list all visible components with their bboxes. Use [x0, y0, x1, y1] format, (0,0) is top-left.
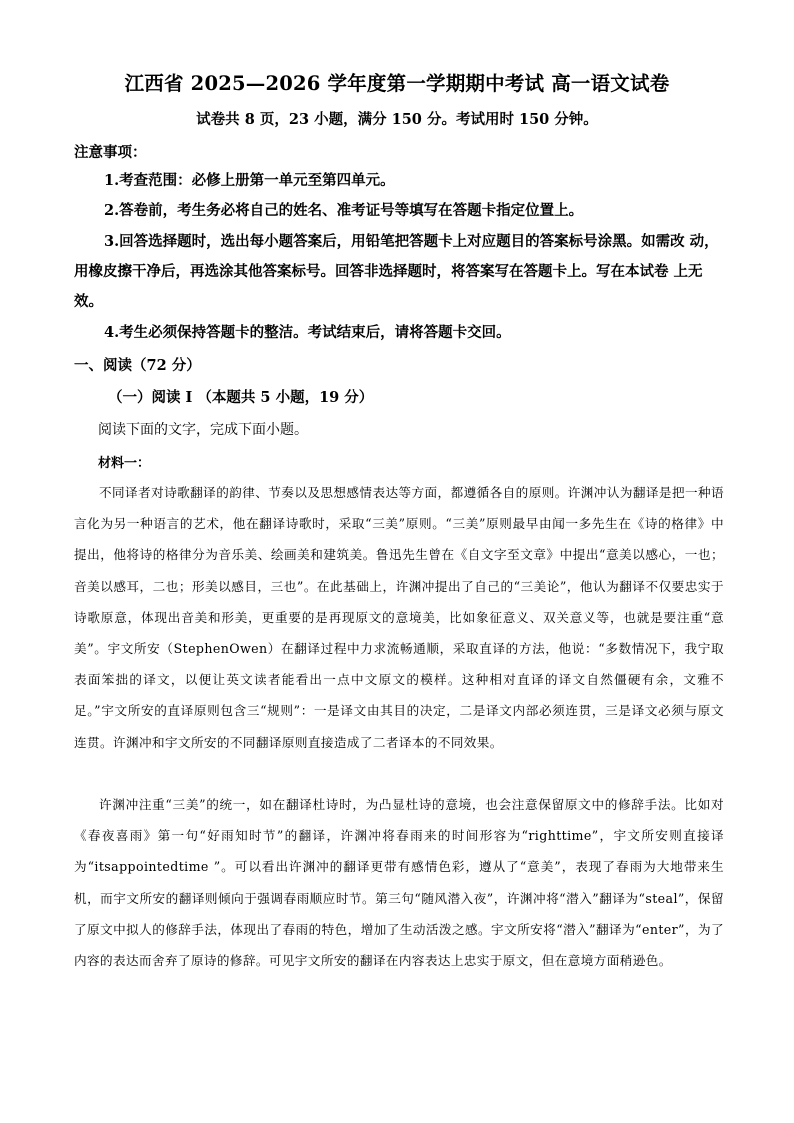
note-item: 2.答卷前，考生务必将自己的姓名、准考证号等填写在答题卡指定位置上。 [104, 202, 584, 219]
section-heading: 一、阅读（72 分） [74, 357, 201, 374]
note-item: 3.回答选择题时，选出每小题答案后，用铅笔把答题卡上对应题目的答案标号涂黑。如需改 动，用橡皮擦干净后，再选涂其他答案标号。回答非选择题时，将答案写在答题卡上。写在本试卷 上无效。 [74, 233, 719, 310]
material-label: 材料一： [98, 456, 151, 471]
notes-heading: 注意事项： [74, 144, 147, 161]
subsection-heading: （一）阅读 I （本题共 5 小题，19 分） [108, 389, 374, 406]
exam-title: 江西省 2025—2026 学年度第一学期期中考试 高一语文试卷 [124, 72, 670, 95]
body-paragraph: 不同译者对诗歌翻译的韵律、节奏以及思想感情表达等方面，都遵循各自的原则。许渊冲认为翻译是把一种语言化为另一种语言的艺术，他在翻译诗歌时，采取“三美”原则。“三美”原则最早由闻一多先生在《诗的格律》中提出，他将诗的格律分为音乐美、绘画美和建筑美。鲁迅先生曾在《自文字至文章》中提出“意美以感心，一也；音美以感耳，二也；形美以感目，三也”。在此基础上，许渊冲提出了自己的“三美论”，他认为翻译不仅要忠实于诗歌原意，体现出音美和形美，更重要的是再现原文的意境美，比如象征意义、双关意义等，也就是要注重“意美”。宇文所安（StephenOwen）在翻译过程中力求流畅通顺，采取直译的方法，他说：“多数情况下，我宁取表面笨拙的译文，以便让英文读者能看出一点中文原文的模样。这种相对直译的译文自然僵硬有余，文雅不足。”宇文所安的直译原则包含三“规则”：一是译文由其目的决定，二是译文内部必须连贯，三是译文必须与原文连贯。许渊冲和宇文所安的不同翻译原则直接造成了二者译本的不同效果。 [74, 485, 724, 750]
reading-instruction: 阅读下面的文字，完成下面小题。 [98, 422, 308, 438]
note-item: 4.考生必须保持答题卡的整洁。考试结束后，请将答题卡交回。 [104, 324, 511, 341]
exam-subtitle: 试卷共 8 页，23 小题，满分 150 分。考试用时 150 分钟。 [196, 111, 598, 128]
body-paragraph: 许渊冲注重“三美”的统一，如在翻译杜诗时，为凸显杜诗的意境，也会注意保留原文中的修辞手法。比如对《春夜喜雨》第一句“好雨知时节”的翻译，许渊冲将春雨来的时间形容为“righttime”，宇文所安则直接译为“itsappointedtime ”。可以看出许渊冲的翻译更带有感情色彩，遵从了“意美”，表现了春雨为大地带来生机，而宇文所安的翻译则倾向于强调春雨顺应时节。第三句“随风潜入夜”，许渊冲将“潜入”翻译为“steal”，保留了原文中拟人的修辞手法，体现出了春雨的特色，增加了生动活泼之感。宇文所安将“潜入”翻译为“enter”，为了内容的表达而舍弃了原诗的修辞。可见宇文所安的翻译在内容表达上忠实于原文，但在意境方面稍逊色。 [74, 797, 724, 969]
note-item: 1.考查范围：必修上册第一单元至第四单元。 [104, 172, 395, 189]
